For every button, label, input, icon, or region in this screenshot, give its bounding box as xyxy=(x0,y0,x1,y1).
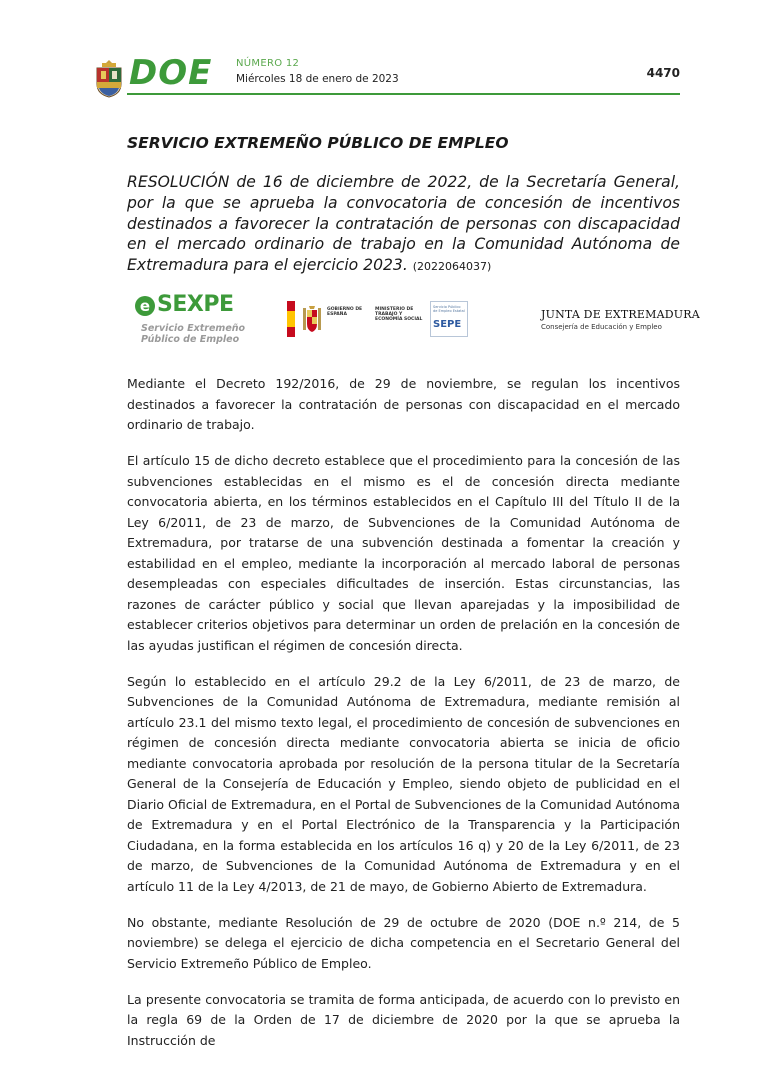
spain-flag-icon xyxy=(287,301,295,337)
junta-title: JUNTA DE EXTREMADURA xyxy=(541,308,700,321)
paragraph: Mediante el Decreto 192/2016, de 29 de noviembre, se regulan los incentivos destinados a favorecer la contratación de personas con discapacidad en el mercado ordinario de trabajo. xyxy=(127,376,680,432)
sepe-logo xyxy=(430,301,468,337)
section-title: SERVICIO EXTREMEÑO PÚBLICO DE EMPLEO xyxy=(127,134,509,152)
page-header xyxy=(93,53,680,94)
sepe-wordmark: SEPE xyxy=(433,319,462,330)
sexpe-subtitle-1: Servicio Extremeño xyxy=(141,323,246,334)
paragraph: No obstante, mediante Resolución de 29 de octubre de 2020 (DOE n.º 214, de 5 noviembre) se delega el ejercicio de dicha competencia en el Secretario General del Servicio Extremeño Público de Empleo. xyxy=(127,914,680,971)
sexpe-wordmark: SEXPE xyxy=(157,292,234,317)
paragraph: Según lo establecido en el artículo 29.2 de la Ley 6/2011, de 23 de marzo, de Subvenciones de la Comunidad Autónoma de Extremadura, mediante remisión al artículo 23.1 del mismo texto legal, el procedimiento de concesión de subvenciones en régimen de concesión directa mediante convocatoria abierta se inicia de oficio mediante convocatoria aprobada por resolución de la persona titular de la Secretaría General de la Consejería de Educación y Empleo, siendo objeto de publicidad en el Diario Oficial de Extremadura, en el Portal de Subvenciones de la Comunidad Autónoma de Extremadura y en el Portal Electrónico de la Transparencia y la Participación Ciudadana, en la forma establecida en los artículos 16 q) y 20 de la Ley 6/2011, de 23 de marzo, de Subvenciones de la Comunidad Autónoma de Extremadura y en el artículo 11 de la Ley 4/2013, de 21 de mayo, de Gobierno Abierto de Extremadura. xyxy=(127,673,680,894)
sexpe-mark-icon: e xyxy=(135,296,155,316)
sexpe-subtitle-2: Público de Empleo xyxy=(141,334,240,345)
page-number: 4470 xyxy=(646,66,680,80)
sepe-caption: Servicio Público de Empleo Estatal xyxy=(433,305,465,313)
spain-crest-icon xyxy=(301,304,323,334)
sexpe-logo xyxy=(135,292,255,346)
issue-date: Miércoles 18 de enero de 2023 xyxy=(236,73,399,85)
extremadura-crest-icon xyxy=(93,58,125,98)
junta-extremadura-logo xyxy=(541,308,700,331)
ministerio-text: MINISTERIO DE TRABAJO Y ECONOMÍA SOCIAL xyxy=(375,307,423,322)
paragraph: El artículo 15 de dicho decreto establece que el procedimiento para la concesión de las subvenciones establecidas en el mismo es el de concesión directa mediante convocatoria abierta, en los términos establecidos en el Capítulo III del Título II de la Ley 6/2011, de 23 de marzo, de Subvenciones de la Comunidad Autónoma de Extremadura, por tratarse de una subvención destinada a fomentar la creación y estabilidad en el empleo, mediante la incorporación al mercado laboral de personas desempleadas con especiales dificultades de inserción. Estas circunstancias, las razones de carácter público y social que llevan aparejadas y la imposibilidad de establecer criterios objetivos para determinar un orden de prelación en la concesión de las ayudas justifican el régimen de concesión directa. xyxy=(127,453,680,653)
logos-row xyxy=(127,292,700,348)
doe-logo: DOE xyxy=(129,53,213,93)
paragraph: La presente convocatoria se tramita de forma anticipada, de acuerdo con lo previsto en la regla 69 de la Orden de 17 de diciembre de 2020 por la que se aprueba la Instrucción de xyxy=(127,991,680,1048)
resolution-heading xyxy=(127,172,680,278)
document-body xyxy=(127,374,680,1067)
gobierno-text: GOBIERNO DE ESPAÑA xyxy=(327,307,363,317)
header-divider xyxy=(127,93,680,95)
gobierno-espana-logo xyxy=(287,301,467,337)
junta-subtitle: Consejería de Educación y Empleo xyxy=(541,323,662,331)
resolution-text: RESOLUCIÓN de 16 de diciembre de 2022, de la Secretaría General, por la que se aprueba la convocatoria de concesión de incentivos destinados a favorecer la contratación de personas con discapacidad en el mercado ordinario de trabajo en la Comunidad Autónoma de Extremadura para el ejercicio 2023. xyxy=(127,173,680,275)
resolution-code: (2022064037) xyxy=(412,260,492,274)
issue-number: NÚMERO 12 xyxy=(236,58,300,69)
